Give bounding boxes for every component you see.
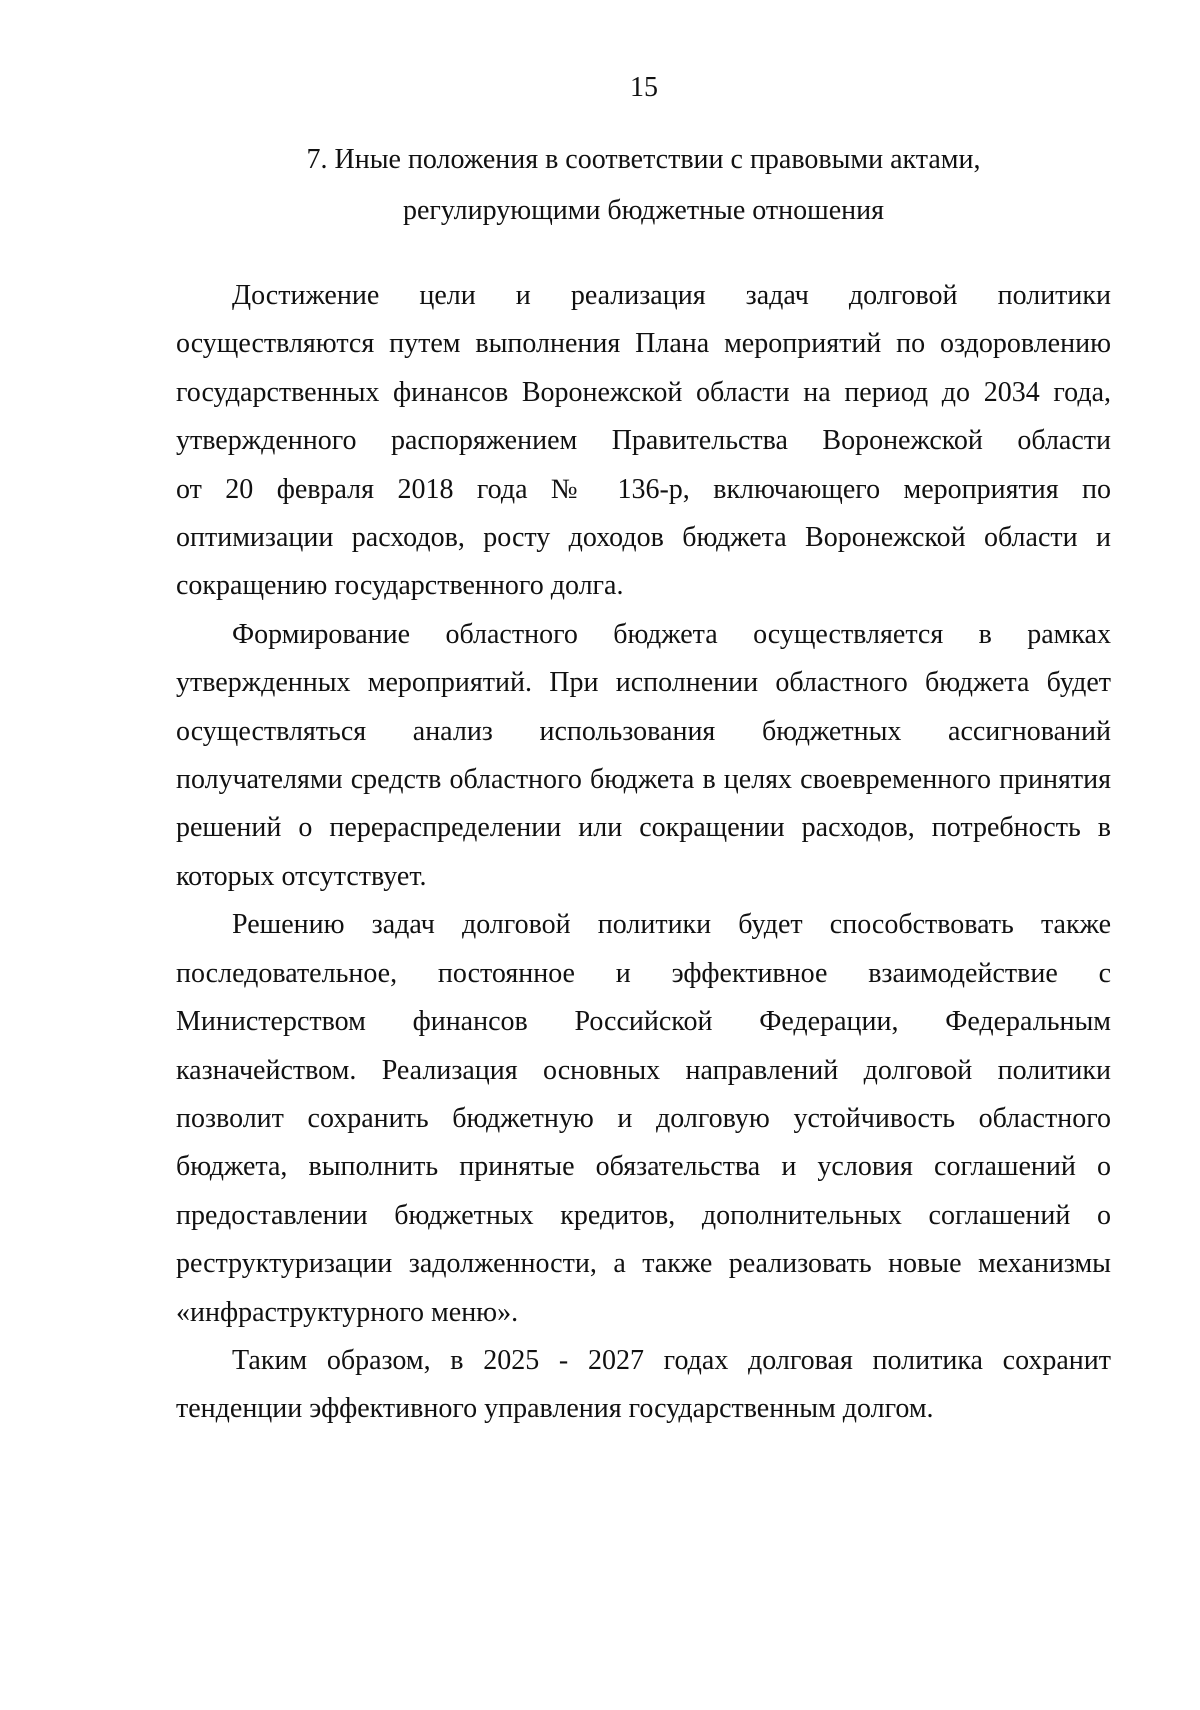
paragraph-line: Таким образом, в 2025 - 2027 годах долговая политика сохранит: [232, 1344, 1111, 1376]
paragraph-line: Решению задач долговой политики будет способствовать также: [232, 909, 1111, 941]
paragraph-line: бюджета, выполнить принятые обязательства и условия соглашений о: [176, 1151, 1111, 1183]
paragraph-line: предоставлении бюджетных кредитов, дополнительных соглашений о: [176, 1199, 1111, 1231]
paragraph-line: решений о перераспределении или сокращении расходов, потребность в: [176, 812, 1111, 844]
paragraph-line: оптимизации расходов, росту доходов бюджета Воронежской области и: [176, 522, 1111, 554]
paragraph-line: реструктуризации задолженности, а также реализовать новые механизмы: [176, 1248, 1111, 1280]
paragraph-line: позволит сохранить бюджетную и долговую устойчивость областного: [176, 1102, 1111, 1134]
paragraph-line: которых отсутствует.: [176, 860, 427, 892]
paragraph-line: казначейством. Реализация основных направлений долговой политики: [176, 1054, 1111, 1086]
section-heading-line-1: 7. Иные положения в соответствии с правовыми актами,: [306, 144, 981, 175]
paragraph-line: получателями средств областного бюджета в целях своевременного принятия: [176, 764, 1111, 796]
paragraph-3: [176, 901, 1111, 1337]
page-number: 15: [630, 72, 658, 103]
paragraph-line: тенденции эффективного управления государственным долгом.: [176, 1393, 934, 1425]
paragraph-line: от 20 февраля 2018 года № 136-р, включающего мероприятия по: [176, 473, 1111, 505]
paragraph-line: Министерством финансов Российской Федерации, Федеральным: [176, 1006, 1111, 1038]
section-heading: [176, 134, 1111, 236]
body-text: [176, 272, 1111, 1434]
paragraph-line: осуществляться анализ использования бюджетных ассигнований: [176, 715, 1111, 747]
section-heading-line-2: регулирующими бюджетные отношения: [403, 195, 884, 226]
paragraph-line: утвержденных мероприятий. При исполнении областного бюджета будет: [176, 667, 1111, 699]
paragraph-line: Достижение цели и реализация задач долговой политики: [232, 280, 1111, 311]
paragraph-1: [176, 272, 1111, 611]
paragraph-line: «инфраструктурного меню».: [176, 1296, 519, 1328]
paragraph-line: государственных финансов Воронежской области на период до 2034 года,: [176, 376, 1111, 408]
paragraph-line: утвержденного распоряжением Правительства Воронежской области: [176, 425, 1111, 457]
paragraph-line: осуществляются путем выполнения Плана мероприятий по оздоровлению: [176, 328, 1111, 360]
paragraph-2: [176, 611, 1111, 901]
paragraph-line: сокращению государственного долга.: [176, 570, 624, 602]
paragraph-line: Формирование областного бюджета осуществляется в рамках: [232, 618, 1111, 650]
paragraph-4: [176, 1337, 1111, 1434]
paragraph-line: последовательное, постоянное и эффективное взаимодействие с: [176, 957, 1111, 989]
